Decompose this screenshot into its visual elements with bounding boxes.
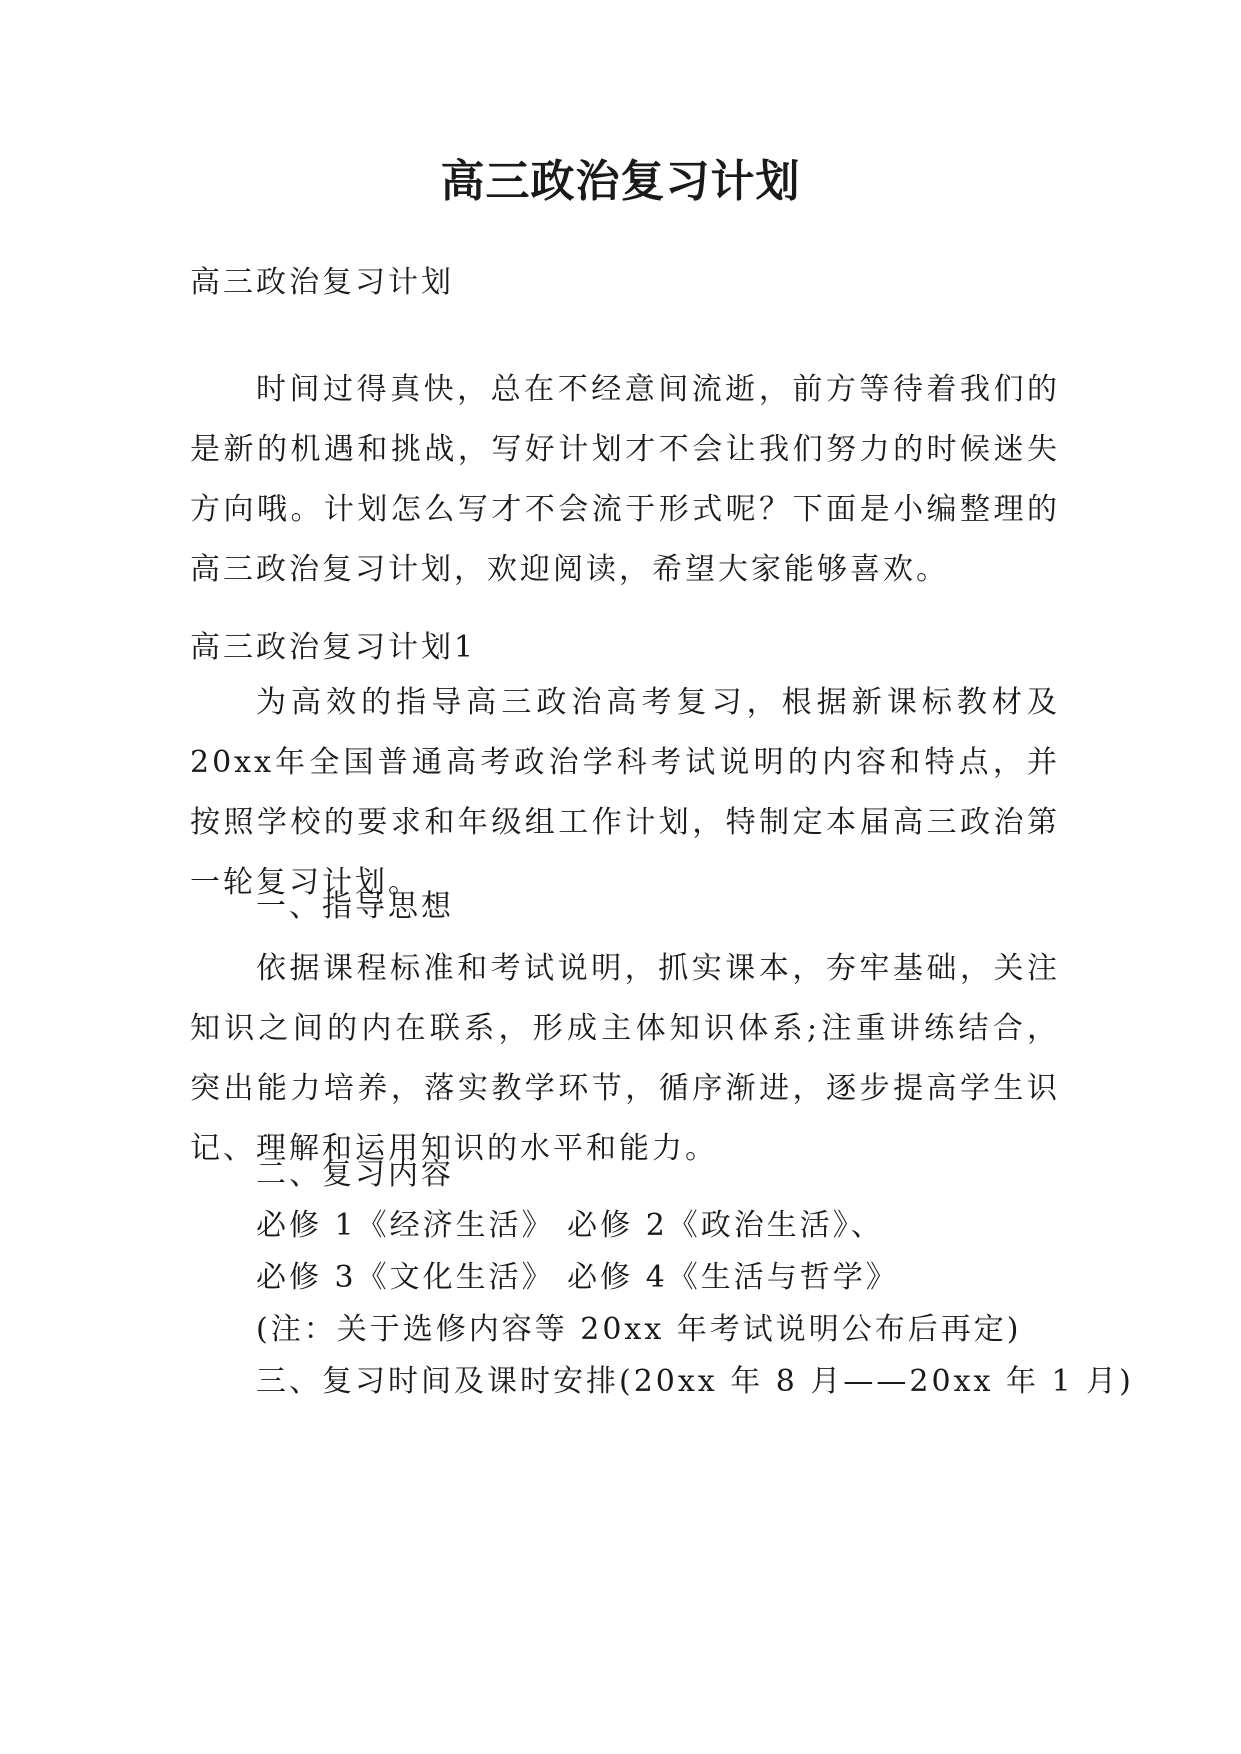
heading-review-content: 二、复习内容 <box>256 1157 454 1192</box>
section-1-heading: 高三政治复习计划1 <box>190 630 477 665</box>
heading-review-schedule: 三、复习时间及课时安排(20xx 年 8 月——20xx 年 1 月) <box>256 1364 1134 1399</box>
intro-paragraph: 时间过得真快，总在不经意间流逝，前方等待着我们的是新的机遇和挑战，写好计划才不会让我们努力的时候迷失方向哦。计划怎么写才不会流于形式呢？下面是小编整理的高三政治复习计划，欢迎阅读，希望大家能够喜欢。 <box>190 372 1060 587</box>
heading-guiding-ideology: 一、指导思想 <box>256 889 454 924</box>
section-1-paragraph: 为高效的指导高三政治高考复习，根据新课标教材及20xx年全国普通高考政治学科考试说明的内容和特点，并按照学校的要求和年级组工作计划，特制定本届高三政治第一轮复习计划。 <box>190 685 1060 900</box>
document-subtitle: 高三政治复习计划 <box>190 265 454 300</box>
review-content-note: (注：关于选修内容等 20xx 年考试说明公布后再定) <box>256 1312 1022 1347</box>
document-title: 高三政治复习计划 <box>440 156 801 207</box>
review-content-line-2: 必修 3《文化生活》 必修 4《生活与哲学》 <box>256 1260 899 1295</box>
review-content-line-1: 必修 1《经济生活》 必修 2《政治生活》、 <box>256 1208 884 1243</box>
guiding-ideology-paragraph: 依据课程标准和考试说明，抓实课本，夯牢基础，关注知识之间的内在联系，形成主体知识体系;注重讲练结合，突出能力培养，落实教学环节，循序渐进，逐步提高学生识记、理解和运用知识的水平和能力。 <box>190 951 1060 1166</box>
